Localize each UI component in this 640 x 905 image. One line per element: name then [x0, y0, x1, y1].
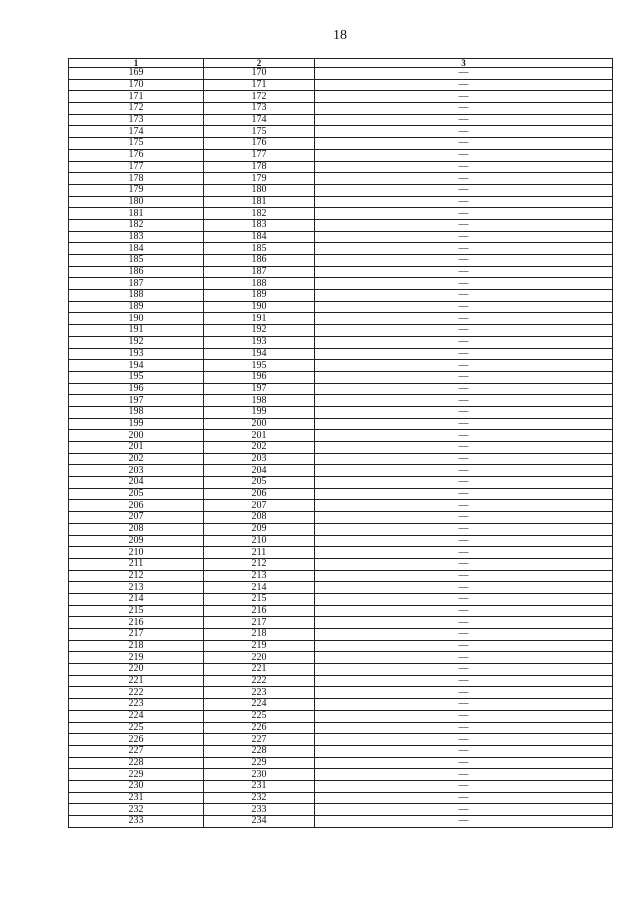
table-cell-col-2: 195: [204, 360, 315, 372]
table-cell-col-3: —: [315, 208, 613, 220]
table-cell-col-3: —: [315, 383, 613, 395]
table-cell-col-1: 184: [69, 243, 204, 255]
table-cell-col-3: —: [315, 336, 613, 348]
table-cell-col-1: 176: [69, 149, 204, 161]
table-cell-col-1: 186: [69, 266, 204, 278]
table-row: [69, 804, 613, 816]
table-row: [69, 745, 613, 757]
table-cell-col-1: 225: [69, 722, 204, 734]
table-cell-col-1: 188: [69, 290, 204, 302]
table-cell-col-2: 234: [204, 816, 315, 828]
table-cell-col-3: —: [315, 710, 613, 722]
table-row: [69, 523, 613, 535]
table-cell-col-2: 207: [204, 500, 315, 512]
table-cell-col-1: 224: [69, 710, 204, 722]
table-cell-col-3: —: [315, 488, 613, 500]
table-row: [69, 138, 613, 150]
table-cell-col-2: 228: [204, 745, 315, 757]
table-cell-col-3: —: [315, 816, 613, 828]
table-cell-col-1: 192: [69, 336, 204, 348]
table-row: [69, 161, 613, 173]
table-row: [69, 722, 613, 734]
table-cell-col-2: 232: [204, 792, 315, 804]
table-row: [69, 325, 613, 337]
table-cell-col-2: 186: [204, 255, 315, 267]
table-cell-col-1: 211: [69, 558, 204, 570]
table-cell-col-3: —: [315, 652, 613, 664]
table-cell-col-3: —: [315, 664, 613, 676]
table-cell-col-1: 202: [69, 453, 204, 465]
table-cell-col-1: 181: [69, 208, 204, 220]
table-row: [69, 114, 613, 126]
table-cell-col-1: 220: [69, 664, 204, 676]
table-cell-col-1: 229: [69, 769, 204, 781]
table-cell-col-3: —: [315, 617, 613, 629]
table-cell-col-3: —: [315, 219, 613, 231]
table-cell-col-1: 223: [69, 699, 204, 711]
table-row: [69, 301, 613, 313]
table-row: [69, 453, 613, 465]
table-cell-col-2: 226: [204, 722, 315, 734]
table-cell-col-2: 203: [204, 453, 315, 465]
table-row: [69, 266, 613, 278]
table-cell-col-3: —: [315, 442, 613, 454]
table-row: [69, 149, 613, 161]
table-cell-col-1: 207: [69, 512, 204, 524]
table-cell-col-3: —: [315, 699, 613, 711]
table-cell-col-3: —: [315, 593, 613, 605]
table-cell-col-2: 196: [204, 371, 315, 383]
table-cell-col-3: —: [315, 605, 613, 617]
table-row: [69, 79, 613, 91]
table-cell-col-1: 182: [69, 219, 204, 231]
table-row: [69, 699, 613, 711]
table-cell-col-2: 233: [204, 804, 315, 816]
table-cell-col-2: 221: [204, 664, 315, 676]
table-row: [69, 605, 613, 617]
table-cell-col-2: 185: [204, 243, 315, 255]
table-cell-col-2: 210: [204, 535, 315, 547]
table-row: [69, 184, 613, 196]
table-cell-col-2: 180: [204, 184, 315, 196]
table-cell-col-1: 193: [69, 348, 204, 360]
table-row: [69, 196, 613, 208]
table-cell-col-2: 188: [204, 278, 315, 290]
table-cell-col-3: —: [315, 629, 613, 641]
table-cell-col-3: —: [315, 79, 613, 91]
table-header: [69, 59, 613, 68]
table-cell-col-1: 180: [69, 196, 204, 208]
table-cell-col-3: —: [315, 173, 613, 185]
table-cell-col-1: 198: [69, 406, 204, 418]
table-row: [69, 547, 613, 559]
table-cell-col-2: 178: [204, 161, 315, 173]
table-cell-col-1: 185: [69, 255, 204, 267]
table-cell-col-1: 219: [69, 652, 204, 664]
table-cell-col-3: —: [315, 114, 613, 126]
table-cell-col-3: —: [315, 582, 613, 594]
table-cell-col-3: —: [315, 360, 613, 372]
table-row: [69, 290, 613, 302]
table-cell-col-2: 217: [204, 617, 315, 629]
table-cell-col-2: 197: [204, 383, 315, 395]
table-row: [69, 465, 613, 477]
table-row: [69, 208, 613, 220]
table-row: [69, 652, 613, 664]
table-header-cell-2: 2: [204, 59, 315, 68]
table-cell-col-3: —: [315, 325, 613, 337]
table-row: [69, 336, 613, 348]
table-cell-col-1: 206: [69, 500, 204, 512]
table-cell-col-2: 208: [204, 512, 315, 524]
table-cell-col-1: 170: [69, 79, 204, 91]
table-cell-col-2: 173: [204, 103, 315, 115]
table-cell-col-3: —: [315, 196, 613, 208]
table-row: [69, 500, 613, 512]
table-cell-col-2: 192: [204, 325, 315, 337]
table-cell-col-3: —: [315, 278, 613, 290]
table-cell-col-3: —: [315, 406, 613, 418]
table-cell-col-2: 219: [204, 640, 315, 652]
table-cell-col-3: —: [315, 395, 613, 407]
table-cell-col-2: 194: [204, 348, 315, 360]
table-cell-col-1: 196: [69, 383, 204, 395]
table-row: [69, 792, 613, 804]
table-row: [69, 360, 613, 372]
table-row: [69, 512, 613, 524]
table-row: [69, 664, 613, 676]
table-row: [69, 348, 613, 360]
table-cell-col-1: 191: [69, 325, 204, 337]
table-row: [69, 231, 613, 243]
table-cell-col-1: 174: [69, 126, 204, 138]
table-cell-col-2: 212: [204, 558, 315, 570]
table-cell-col-3: —: [315, 243, 613, 255]
table-cell-col-2: 218: [204, 629, 315, 641]
table-cell-col-3: —: [315, 313, 613, 325]
table-cell-col-3: —: [315, 477, 613, 489]
table-row: [69, 816, 613, 828]
table-cell-col-2: 189: [204, 290, 315, 302]
table-cell-col-2: 181: [204, 196, 315, 208]
table-cell-col-2: 223: [204, 687, 315, 699]
table-cell-col-2: 190: [204, 301, 315, 313]
table-cell-col-3: —: [315, 547, 613, 559]
table-cell-col-1: 178: [69, 173, 204, 185]
table-cell-col-1: 210: [69, 547, 204, 559]
table-cell-col-3: —: [315, 687, 613, 699]
table-cell-col-1: 175: [69, 138, 204, 150]
table-row: [69, 395, 613, 407]
table-cell-col-2: 214: [204, 582, 315, 594]
table-cell-col-3: —: [315, 103, 613, 115]
table-cell-col-1: 212: [69, 570, 204, 582]
table-cell-col-3: —: [315, 558, 613, 570]
table-cell-col-1: 230: [69, 780, 204, 792]
table-row: [69, 535, 613, 547]
table-cell-col-2: 225: [204, 710, 315, 722]
table-cell-col-3: —: [315, 523, 613, 535]
table-cell-col-1: 222: [69, 687, 204, 699]
table-cell-col-3: —: [315, 290, 613, 302]
table-cell-col-1: 171: [69, 91, 204, 103]
table-cell-col-1: 218: [69, 640, 204, 652]
table-row: [69, 769, 613, 781]
table-cell-col-2: 170: [204, 68, 315, 80]
table-cell-col-1: 228: [69, 757, 204, 769]
table-row: [69, 675, 613, 687]
table-cell-col-2: 174: [204, 114, 315, 126]
table-row: [69, 629, 613, 641]
table-cell-col-1: 177: [69, 161, 204, 173]
table-cell-col-1: 194: [69, 360, 204, 372]
table-cell-col-1: 227: [69, 745, 204, 757]
table-cell-col-2: 202: [204, 442, 315, 454]
table-cell-col-3: —: [315, 640, 613, 652]
table-cell-col-2: 200: [204, 418, 315, 430]
table-cell-col-1: 200: [69, 430, 204, 442]
table-cell-col-1: 213: [69, 582, 204, 594]
table-cell-col-3: —: [315, 266, 613, 278]
table-row: [69, 103, 613, 115]
table-cell-col-3: —: [315, 231, 613, 243]
table-cell-col-1: 216: [69, 617, 204, 629]
table-cell-col-1: 183: [69, 231, 204, 243]
table-row: [69, 477, 613, 489]
table-cell-col-2: 220: [204, 652, 315, 664]
table-row: [69, 687, 613, 699]
table-cell-col-3: —: [315, 512, 613, 524]
table-row: [69, 126, 613, 138]
table-row: [69, 442, 613, 454]
table-cell-col-3: —: [315, 734, 613, 746]
table-cell-col-1: 173: [69, 114, 204, 126]
table-row: [69, 617, 613, 629]
table-cell-col-2: 177: [204, 149, 315, 161]
table-cell-col-3: —: [315, 91, 613, 103]
table-cell-col-2: 187: [204, 266, 315, 278]
table-row: [69, 406, 613, 418]
table-row: [69, 255, 613, 267]
table-cell-col-3: —: [315, 535, 613, 547]
table-cell-col-3: —: [315, 371, 613, 383]
table-cell-col-2: 224: [204, 699, 315, 711]
table-cell-col-3: —: [315, 757, 613, 769]
table-cell-col-1: 195: [69, 371, 204, 383]
table-row: [69, 313, 613, 325]
table-cell-col-1: 179: [69, 184, 204, 196]
table-cell-col-1: 214: [69, 593, 204, 605]
table-cell-col-2: 193: [204, 336, 315, 348]
table-cell-col-2: 182: [204, 208, 315, 220]
table-cell-col-3: —: [315, 500, 613, 512]
table-cell-col-1: 232: [69, 804, 204, 816]
table-row: [69, 734, 613, 746]
table-cell-col-1: 203: [69, 465, 204, 477]
table-cell-col-3: —: [315, 465, 613, 477]
table-cell-col-2: 222: [204, 675, 315, 687]
table-cell-col-2: 201: [204, 430, 315, 442]
table-cell-col-3: —: [315, 126, 613, 138]
table-cell-col-2: 213: [204, 570, 315, 582]
table-cell-col-2: 230: [204, 769, 315, 781]
table-cell-col-3: —: [315, 138, 613, 150]
table-row: [69, 593, 613, 605]
table-cell-col-3: —: [315, 68, 613, 80]
table-row: [69, 582, 613, 594]
data-table: [68, 58, 613, 828]
table-cell-col-1: 201: [69, 442, 204, 454]
table-cell-col-2: 175: [204, 126, 315, 138]
table-row: [69, 243, 613, 255]
table-row: [69, 780, 613, 792]
table-body: [69, 68, 613, 828]
table-cell-col-3: —: [315, 745, 613, 757]
table-row: [69, 430, 613, 442]
table-cell-col-3: —: [315, 792, 613, 804]
table-cell-col-1: 209: [69, 535, 204, 547]
table-cell-col-3: —: [315, 255, 613, 267]
table-cell-col-2: 171: [204, 79, 315, 91]
table-cell-col-2: 184: [204, 231, 315, 243]
table-row: [69, 710, 613, 722]
table-cell-col-2: 183: [204, 219, 315, 231]
table-cell-col-2: 211: [204, 547, 315, 559]
table-row: [69, 91, 613, 103]
table-row: [69, 383, 613, 395]
table-row: [69, 640, 613, 652]
table-row: [69, 173, 613, 185]
table-cell-col-3: —: [315, 184, 613, 196]
table-cell-col-3: —: [315, 348, 613, 360]
table-cell-col-3: —: [315, 570, 613, 582]
table-row: [69, 278, 613, 290]
table-cell-col-2: 199: [204, 406, 315, 418]
table-cell-col-3: —: [315, 780, 613, 792]
table-cell-col-1: 204: [69, 477, 204, 489]
table-cell-col-2: 205: [204, 477, 315, 489]
table-row: [69, 418, 613, 430]
table-cell-col-2: 191: [204, 313, 315, 325]
table-cell-col-2: 179: [204, 173, 315, 185]
table-cell-col-2: 229: [204, 757, 315, 769]
table-cell-col-1: 172: [69, 103, 204, 115]
table-cell-col-2: 215: [204, 593, 315, 605]
table-cell-col-3: —: [315, 675, 613, 687]
table-cell-col-2: 172: [204, 91, 315, 103]
table-cell-col-1: 233: [69, 816, 204, 828]
table-row: [69, 757, 613, 769]
table-cell-col-3: —: [315, 769, 613, 781]
table-row: [69, 68, 613, 80]
table-cell-col-1: 187: [69, 278, 204, 290]
table-cell-col-2: 198: [204, 395, 315, 407]
table-cell-col-2: 209: [204, 523, 315, 535]
table-row: [69, 488, 613, 500]
table-cell-col-3: —: [315, 161, 613, 173]
table-cell-col-1: 231: [69, 792, 204, 804]
table-cell-col-3: —: [315, 301, 613, 313]
table-cell-col-1: 197: [69, 395, 204, 407]
table-row: [69, 371, 613, 383]
table-header-cell-1: 1: [69, 59, 204, 68]
table-cell-col-1: 205: [69, 488, 204, 500]
table-row: [69, 570, 613, 582]
table-cell-col-1: 189: [69, 301, 204, 313]
table-cell-col-1: 217: [69, 629, 204, 641]
table-header-row: [69, 59, 613, 68]
table-cell-col-2: 216: [204, 605, 315, 617]
table-header-cell-3: 3: [315, 59, 613, 68]
table-cell-col-3: —: [315, 430, 613, 442]
table-cell-col-1: 226: [69, 734, 204, 746]
table-cell-col-1: 215: [69, 605, 204, 617]
table-cell-col-2: 204: [204, 465, 315, 477]
page-number: 18: [333, 28, 347, 43]
table-cell-col-2: 231: [204, 780, 315, 792]
table-cell-col-3: —: [315, 453, 613, 465]
table-cell-col-2: 227: [204, 734, 315, 746]
table-cell-col-1: 190: [69, 313, 204, 325]
table-cell-col-1: 199: [69, 418, 204, 430]
table-cell-col-3: —: [315, 149, 613, 161]
table-cell-col-3: —: [315, 418, 613, 430]
table-row: [69, 558, 613, 570]
table-cell-col-2: 176: [204, 138, 315, 150]
table-row: [69, 219, 613, 231]
table-cell-col-2: 206: [204, 488, 315, 500]
table-cell-col-1: 208: [69, 523, 204, 535]
table-cell-col-1: 169: [69, 68, 204, 80]
table-cell-col-1: 221: [69, 675, 204, 687]
table-cell-col-3: —: [315, 804, 613, 816]
table-cell-col-3: —: [315, 722, 613, 734]
